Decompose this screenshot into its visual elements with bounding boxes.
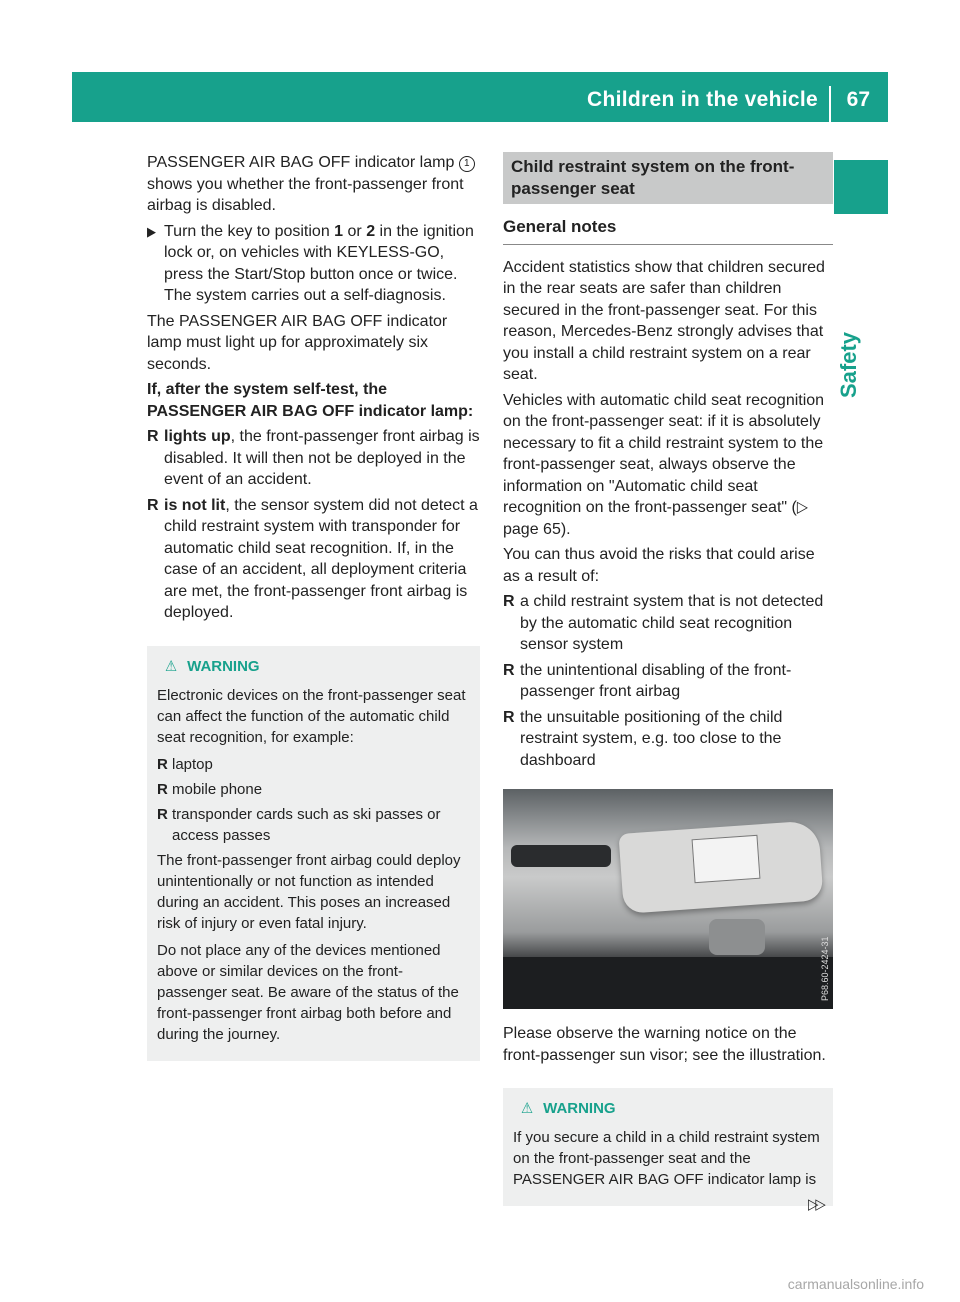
bold-heading: If, after the system self-test, the PASSENGER AIR BAG OFF indicator lamp: <box>147 381 474 420</box>
subsection-title: General notes <box>503 216 833 245</box>
right-column <box>503 152 833 1206</box>
bullet-icon: R <box>147 496 159 514</box>
side-mirror <box>709 919 765 955</box>
warning-text: If you secure a child in a child restraint system on the front-passenger seat and the PASSENGER AIR BAG OFF indicator lamp is <box>513 1129 820 1188</box>
list-item: R lights up, the front-passenger front airbag is disabled. It will then not be deployed in the event of an accident. <box>147 428 480 488</box>
photo-code: P68.60-2424-31 <box>820 936 830 1001</box>
paragraph: The PASSENGER AIR BAG OFF indicator lamp must light up for approximately six seconds. <box>147 312 448 373</box>
page-reference-icon: ▷ <box>796 499 808 516</box>
warning-text: Do not place any of the devices mentioned above or similar devices on the front-passenger seat. Be aware of the status of the front-passenger front airbag both before and during the journey. <box>157 941 459 1043</box>
warning-triangle-icon: ⚠ <box>165 657 178 675</box>
bullet-icon: R <box>503 708 515 726</box>
list-item: R mobile phone <box>157 780 263 798</box>
list-item: R a child restraint system that is not detected by the automatic child seat recognition sensor system <box>503 593 824 653</box>
side-tab <box>834 148 888 448</box>
warning-box <box>503 1088 833 1206</box>
list-item: R laptop <box>157 755 213 773</box>
dashboard <box>503 957 833 1009</box>
chapter-title: Children in the vehicle <box>587 88 818 111</box>
caption: Please observe the warning notice on the front-passenger sun visor; see the illustration. <box>503 1025 826 1064</box>
paragraph: Vehicles with automatic child seat recognition on the front-passenger seat: if it is absolutely necessary to fit a child restraint system to the front-passenger seat, always observe the information on "Automatic child seat recognition on the front-passenger seat" (▷ page 65). <box>503 391 825 538</box>
bullet-icon: R <box>503 661 515 679</box>
list-item: R the unintentional disabling of the front-passenger front airbag <box>503 661 792 700</box>
warning-text: The front-passenger front airbag could deploy unintentionally or not function as intended during an accident. This poses an increased risk of injury or even fatal injury. <box>157 851 461 932</box>
sun-visor-illustration <box>503 789 833 1009</box>
section-title: Child restraint system on the front-passenger seat <box>503 152 833 204</box>
header-bar <box>72 72 888 122</box>
header-divider <box>829 86 831 122</box>
paragraph: You can thus avoid the risks that could arise as a result of: <box>503 546 815 585</box>
page-number: 67 <box>846 88 870 111</box>
airbag-warning-label <box>692 835 761 883</box>
bullet-icon: R <box>157 780 168 798</box>
warning-text: Electronic devices on the front-passenger seat can affect the function of the automatic child seat recognition, for example: <box>157 686 466 746</box>
list-item: R transponder cards such as ski passes or access passes <box>157 805 441 844</box>
intro-paragraph: PASSENGER AIR BAG OFF indicator lamp 1 shows you whether the front-passenger front airbag is disabled. <box>147 152 480 217</box>
bullet-icon: R <box>157 755 168 773</box>
warning-box <box>147 646 480 1061</box>
bullet-icon: R <box>157 805 168 823</box>
list-item: R is not lit, the sensor system did not detect a child restraint system with transponder for automatic child seat recognition. If, in the case of an accident, all deployment criteria are met, the front-passenger front airbag is deployed. <box>147 496 478 621</box>
rearview-mirror <box>511 845 611 867</box>
warning-header: ⚠ WARNING <box>521 1100 616 1117</box>
continue-icon: ▷▷ <box>808 1196 823 1213</box>
side-tab-label: Safety <box>836 331 861 398</box>
arrow-right-icon: ▶ <box>147 223 156 239</box>
left-column <box>147 152 480 1061</box>
warning-triangle-icon: ⚠ <box>521 1100 534 1117</box>
paragraph: Accident statistics show that children secured in the rear seats are safer than children secured in the front-passenger seat. For this reason, Mercedes-Benz strongly advises that you install a child restraint system on a rear seat. <box>503 258 825 383</box>
callout-marker: 1 <box>459 156 475 172</box>
list-item: R the unsuitable positioning of the child restraint system, e.g. too close to the dashboard <box>503 708 783 769</box>
instruction-step: ▶ Turn the key to position 1 or 2 in the ignition lock or, on vehicles with KEYLESS-GO, press the Start/Stop button once or twice. The system carries out a self-diagnosis. <box>147 222 474 304</box>
warning-header: ⚠ WARNING <box>165 657 260 675</box>
bullet-icon: R <box>147 428 159 445</box>
watermark: carmanualsonline.info <box>787 1276 924 1292</box>
side-tab-marker <box>834 160 888 214</box>
bullet-icon: R <box>503 593 515 610</box>
